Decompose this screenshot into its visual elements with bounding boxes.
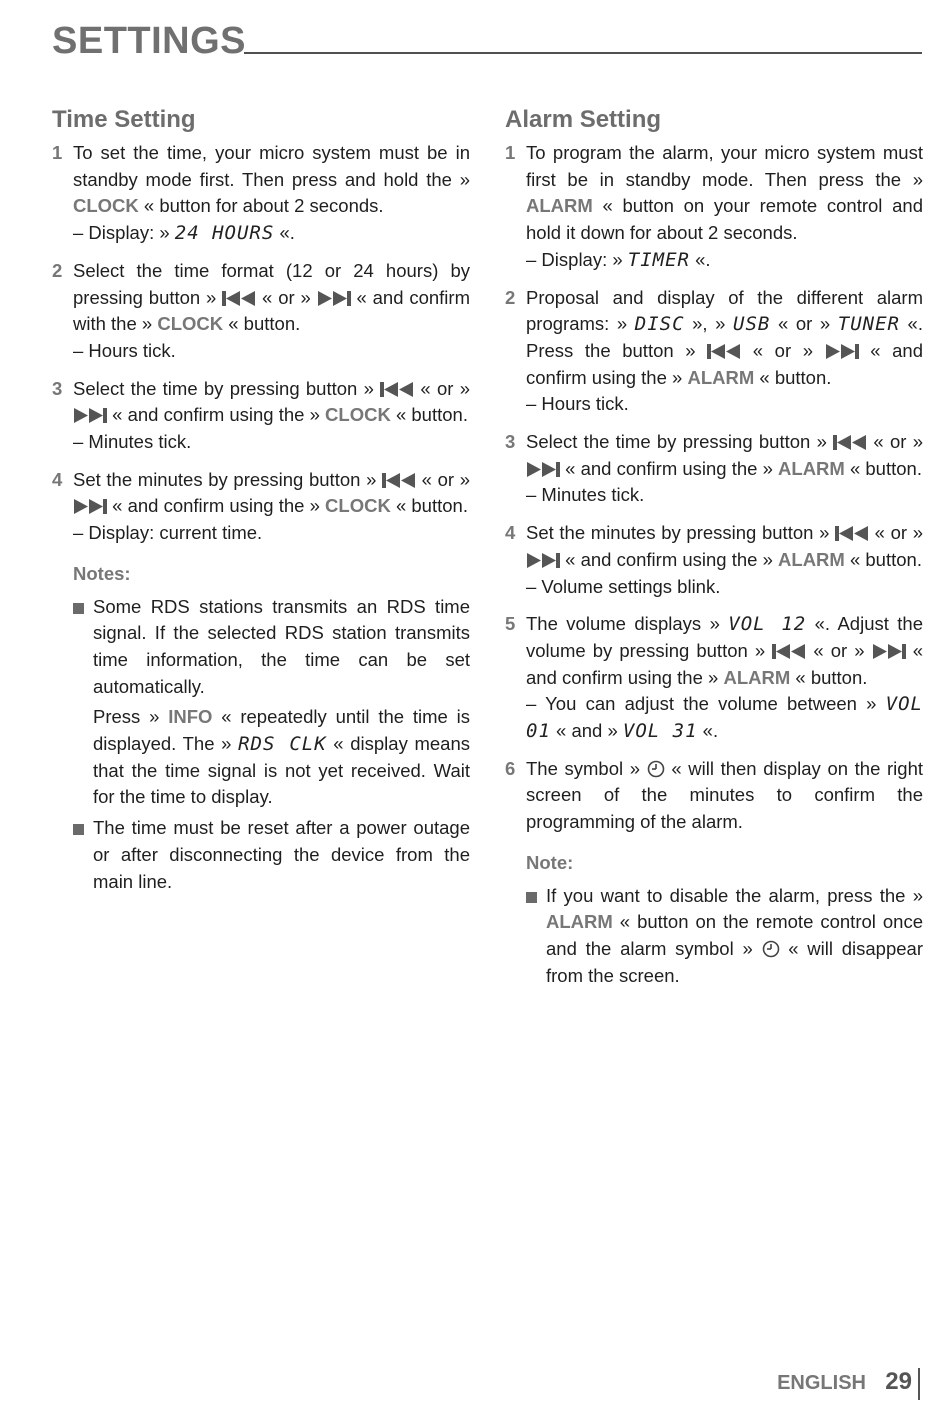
skip-previous-icon	[382, 472, 416, 489]
alarm-step-5: 5 The volume displays » VOL 12 «. Adjust the volume by pressing button » « or » « and confirm using the » ALARM « button. – You can adjust the volume between » VOL 01 « and » VOL 31 «.	[505, 611, 923, 745]
step-number: 3	[505, 431, 516, 453]
lcd-text: DISC	[634, 313, 685, 336]
skip-previous-icon	[380, 381, 414, 398]
alarm-button-label: ALARM	[778, 548, 845, 570]
step-result: – Minutes tick.	[73, 431, 192, 453]
note-item	[52, 815, 470, 895]
step-text: The volume displays »	[526, 613, 729, 635]
lcd-text: VOL 12	[728, 613, 807, 636]
lcd-text: 24 HOURS	[174, 222, 275, 245]
step-text: Select the time by pressing button »	[526, 431, 834, 453]
square-bullet-icon	[73, 824, 84, 835]
section-heading-time-setting: Time Setting	[52, 106, 196, 133]
clock-button-label: CLOCK	[325, 404, 391, 426]
step-text: « and confirm using the »	[107, 404, 326, 426]
note-title: Note:	[526, 851, 574, 873]
alarm-step-4: 4 Set the minutes by pressing button » « or » « and confirm using the » ALARM « button. – Volume settings blink.	[505, 520, 923, 600]
step-number: 6	[505, 757, 516, 779]
note-item	[505, 883, 923, 990]
step-number: 2	[505, 286, 516, 308]
step-text: « button on your remote control and hold it down for about 2 seconds.	[526, 195, 923, 244]
clock-icon	[647, 760, 665, 778]
step-text: « button for about 2 seconds.	[138, 195, 384, 217]
alarm-setting-section	[505, 104, 923, 993]
alarm-button-label: ALARM	[546, 911, 613, 933]
lcd-text: TIMER	[627, 248, 690, 271]
skip-previous-icon	[222, 290, 256, 307]
clock-icon	[762, 940, 780, 958]
page-number: 29	[885, 1368, 912, 1395]
time-step-1	[52, 140, 470, 247]
step-text: « and confirm using the »	[107, 495, 326, 517]
step-text: Set the minutes by pressing button »	[526, 522, 836, 544]
note-paragraph: Press » INFO « repeatedly until the time is displayed. The » RDS CLK « display means that the time signal is not yet received. Wait for the time to display.	[93, 706, 470, 808]
alarm-button-label: ALARM	[723, 666, 791, 688]
time-step-3	[52, 376, 470, 456]
step-text: The symbol »	[526, 757, 647, 779]
skip-previous-icon	[707, 343, 741, 360]
step-text: « button.	[390, 495, 468, 517]
step-number: 4	[505, 522, 516, 544]
step-text: Select the time format (12 or 24 hours) by pressing button »	[73, 259, 470, 308]
alarm-button-label: ALARM	[687, 366, 755, 388]
note-paragraph: If you want to disable the alarm, press the » ALARM « button on the remote control once and the alarm symbol » « will disappear from the screen.	[546, 884, 923, 986]
alarm-step-3: 3 Select the time by pressing button » « or » « and confirm using the » ALARM « button. – Minutes tick.	[505, 429, 923, 509]
skip-previous-icon	[833, 434, 867, 451]
step-result: – Hours tick.	[526, 393, 629, 415]
footer-divider	[918, 1368, 920, 1400]
step-number: 1	[52, 142, 63, 163]
step-text: « button.	[223, 313, 301, 335]
alarm-button-label: ALARM	[778, 457, 845, 479]
alarm-button-label: ALARM	[526, 195, 593, 217]
lcd-text: TUNER	[837, 313, 900, 336]
alarm-step-6: 6 The symbol » « will then display on the right screen of the minutes to confirm the programming of the alarm.	[505, 757, 924, 833]
step-text: Proposal and display of the different alarm programs: »	[526, 286, 923, 335]
note-item	[52, 594, 470, 812]
square-bullet-icon	[73, 603, 84, 614]
lcd-text: VOL 01	[526, 693, 923, 743]
skip-next-icon	[825, 343, 859, 360]
lcd-text: RDS CLK	[238, 733, 327, 756]
skip-previous-icon	[772, 643, 806, 660]
clock-button-label: CLOCK	[73, 195, 139, 217]
step-number: 5	[505, 613, 516, 635]
step-number: 1	[505, 142, 516, 163]
footer-language: ENGLISH	[777, 1372, 866, 1394]
step-result: – Minutes tick.	[526, 484, 645, 506]
step-result: – You can adjust the volume between » VOL 01 « and » VOL 31 «.	[526, 693, 923, 743]
alarm-step-1	[505, 140, 923, 274]
step-text: To program the alarm, your micro system must first be in standby mode. Then press the »	[526, 142, 923, 190]
square-bullet-icon	[526, 892, 537, 903]
skip-next-icon	[526, 461, 560, 478]
section-heading-alarm-setting: Alarm Setting	[505, 106, 662, 133]
skip-previous-icon	[835, 525, 869, 542]
clock-button-label: CLOCK	[157, 313, 224, 335]
alarm-step-2: 2 Proposal and display of the different alarm programs: » DISC », » USB « or » TUNER «. Press the button » « or » « and confirm using the » ALARM « button. – Hours tick.	[505, 285, 923, 419]
lcd-text: VOL 31	[622, 720, 698, 743]
step-number: 3	[52, 377, 63, 399]
header-rule	[244, 52, 922, 54]
step-number: 2	[52, 259, 63, 281]
skip-next-icon	[73, 407, 107, 424]
step-number: 4	[52, 468, 63, 490]
step-result: – Display: » TIMER «.	[526, 248, 711, 271]
time-step-2	[52, 258, 470, 365]
notes-title: Notes:	[73, 562, 131, 584]
step-result: – Display: » 24 HOURS «.	[73, 222, 295, 245]
step-text: « or »	[414, 377, 470, 399]
step-text: To set the time, your micro system must be in standby mode first. Then press and hold the »	[73, 142, 470, 190]
time-step-4	[52, 467, 470, 547]
page-title: SETTINGS	[52, 20, 247, 62]
step-text: Set the minutes by pressing button »	[73, 468, 383, 490]
step-text: « or »	[416, 468, 470, 490]
time-setting-section	[52, 104, 470, 899]
step-text: Select the time by pressing button »	[73, 377, 381, 399]
step-result: – Display: current time.	[73, 522, 263, 544]
step-result: – Hours tick.	[73, 339, 176, 361]
page-header	[52, 18, 922, 64]
note-paragraph: Some RDS stations transmits an RDS time signal. If the selected RDS station transmits time information, the time can be set automatically.	[93, 595, 470, 697]
note-paragraph: The time must be reset after a power outage or after disconnecting the device from the main line.	[93, 817, 470, 892]
skip-next-icon	[872, 643, 906, 660]
step-result: – Volume settings blink.	[526, 575, 721, 597]
lcd-text: USB	[733, 313, 771, 336]
step-text: « or »	[256, 286, 317, 308]
step-text: « button.	[390, 404, 468, 426]
skip-next-icon	[317, 290, 351, 307]
skip-next-icon	[526, 552, 560, 569]
clock-button-label: CLOCK	[325, 495, 391, 517]
info-button-label: INFO	[168, 706, 213, 728]
step-text: « and confirm with the »	[73, 286, 470, 335]
skip-next-icon	[73, 498, 107, 515]
